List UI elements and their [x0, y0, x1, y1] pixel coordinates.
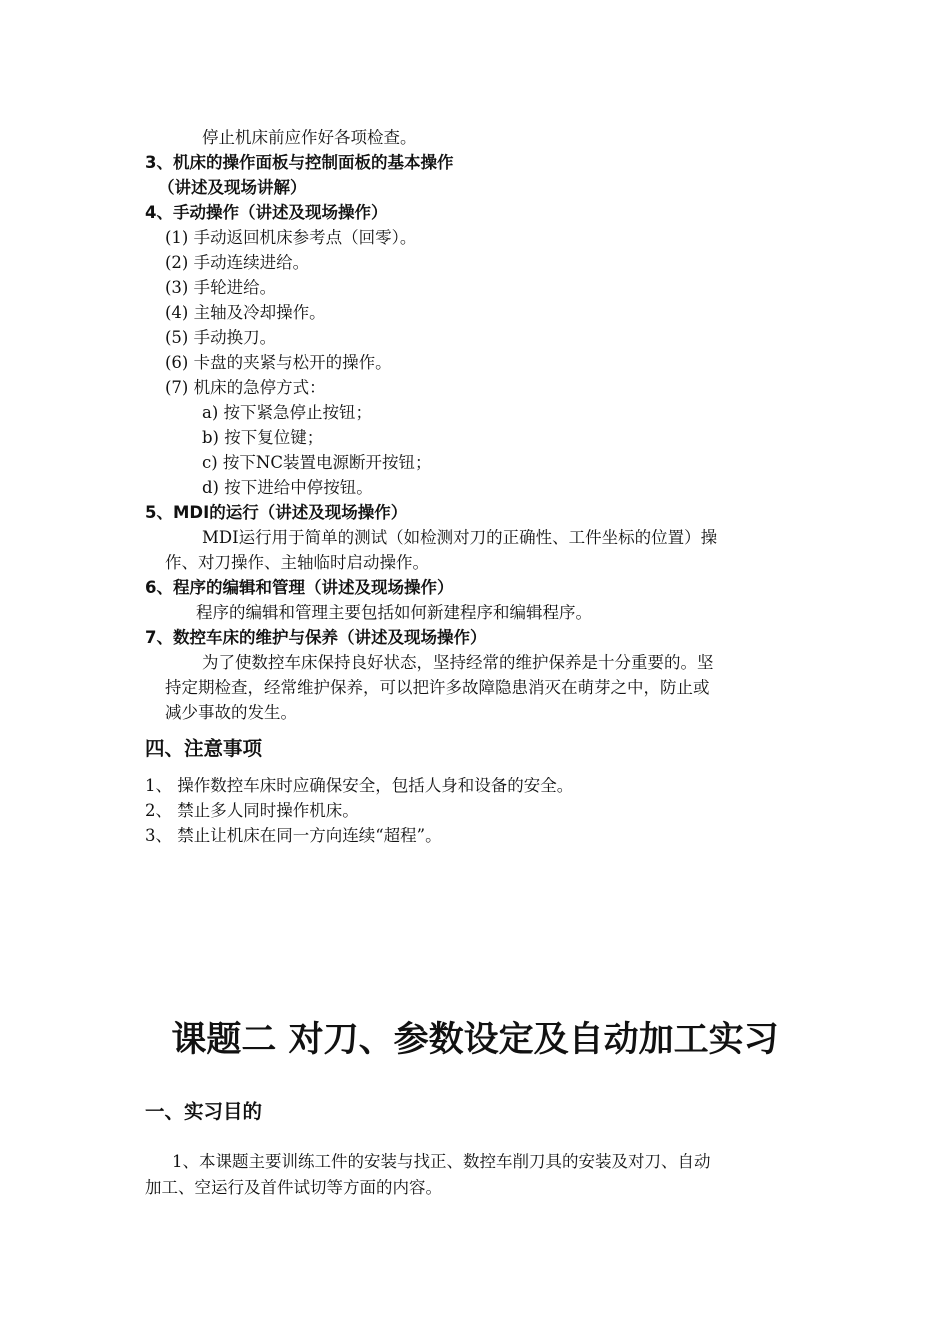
list-item: (2) 手动连续进给。	[165, 253, 310, 272]
notes-heading: 四、注意事项	[145, 737, 263, 760]
notes-item: 1、 操作数控车床时应确保安全，包括人身和设备的安全。	[145, 776, 574, 795]
list-subitem: c) 按下NC装置电源断开按钮；	[202, 453, 432, 472]
list-item: (1) 手动返回机床参考点（回零）。	[165, 228, 417, 247]
topic-2-section-1-heading: 一、实习目的	[145, 1100, 263, 1123]
section-5-heading: 5、MDI的运行（讲述及现场操作）	[145, 503, 408, 522]
section-7-heading: 7、数控车床的维护与保养（讲述及现场操作）	[145, 628, 487, 647]
list-item: (6) 卡盘的夹紧与松开的操作。	[165, 353, 392, 372]
list-item: (5) 手动换刀。	[165, 328, 277, 347]
intro-line: 停止机床前应作好各项检查。	[202, 128, 417, 147]
section-7-body-cont: 持定期检查，经常维护保养，可以把许多故障隐患消灭在萌芽之中，防止或	[165, 678, 710, 697]
section-5-body: MDI运行用于简单的测试（如检测对刀的正确性、工件坐标的位置）操	[202, 528, 718, 547]
list-item: (4) 主轴及冷却操作。	[165, 303, 326, 322]
section-5-body-cont: 作、对刀操作、主轴临时启动操作。	[165, 553, 429, 572]
notes-item: 2、 禁止多人同时操作机床。	[145, 801, 359, 820]
section-7-body: 为了使数控车床保持良好状态，坚持经常的维护保养是十分重要的。坚	[202, 653, 714, 672]
topic-2-title: 课题二 对刀、参数设定及自动加工实习	[171, 1020, 779, 1060]
section-4-heading: 4、手动操作（讲述及现场操作）	[145, 203, 388, 222]
list-item: (7) 机床的急停方式：	[165, 378, 326, 397]
section-3-note: （讲述及现场讲解）	[158, 178, 307, 197]
section-6-body: 程序的编辑和管理主要包括如何新建程序和编辑程序。	[196, 603, 592, 622]
topic-2-body-cont: 加工、空运行及首件试切等方面的内容。	[145, 1178, 442, 1197]
section-6-heading: 6、程序的编辑和管理（讲述及现场操作）	[145, 578, 454, 597]
topic-2-body: 1、本课题主要训练工件的安装与找正、数控车削刀具的安装及对刀、自动	[172, 1152, 711, 1171]
list-item: (3) 手轮进给。	[165, 278, 277, 297]
section-7-body-cont: 减少事故的发生。	[165, 703, 297, 722]
notes-item: 3、 禁止让机床在同一方向连续“超程”。	[145, 826, 442, 845]
section-3-heading: 3、机床的操作面板与控制面板的基本操作	[145, 153, 454, 172]
list-subitem: d) 按下进给中停按钮。	[202, 478, 373, 497]
list-subitem: b) 按下复位键；	[202, 428, 324, 447]
list-subitem: a) 按下紧急停止按钮；	[202, 403, 373, 422]
